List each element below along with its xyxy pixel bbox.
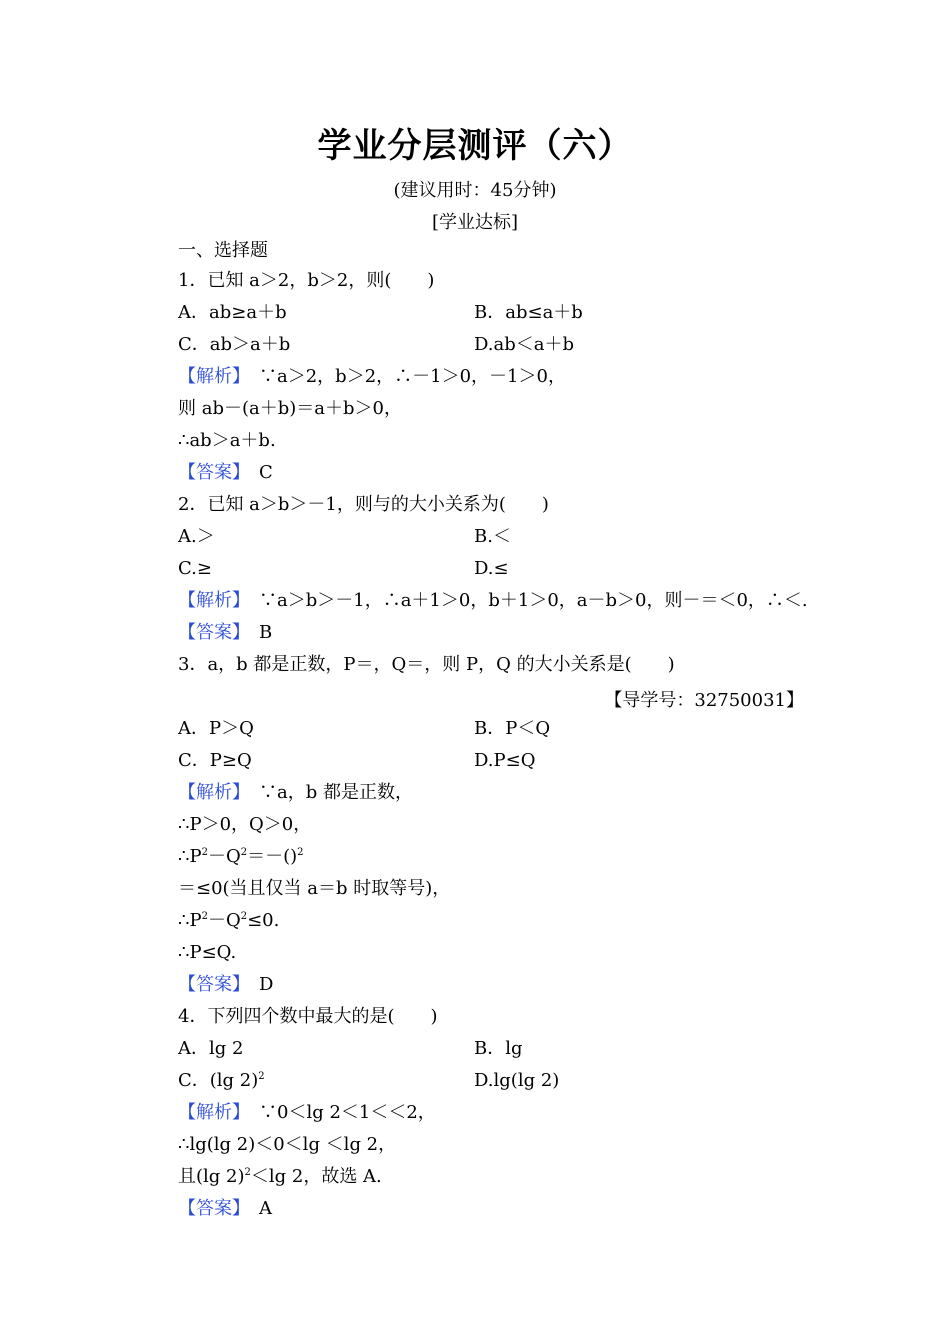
q1-analysis	[178, 366, 566, 388]
q2-option-a: A.＞	[178, 526, 215, 547]
q3-analysis	[178, 782, 413, 804]
q3-guide-number: 【导学号：32750031】	[604, 690, 804, 711]
q3-answer	[178, 974, 273, 996]
q2-analysis-text: ∵a＞b＞－1，∴a＋1＞0，b＋1＞0，a－b＞0，则－＝＜0，∴＜.	[241, 590, 808, 611]
q3-option-b: B．P＜Q	[474, 718, 551, 739]
q3-analysis-text: ∵a，b 都是正数，	[241, 782, 413, 803]
q3-option-d: D.P≤Q	[474, 750, 536, 771]
part-heading: 一、选择题	[178, 240, 268, 261]
q4-option-b: B．lg	[474, 1038, 523, 1059]
q1-analysis-line2: 则 ab－(a＋b)＝a＋b＞0，	[178, 398, 402, 419]
q2-stem: 2．已知 a＞b＞－1，则与的大小关系为( )	[178, 494, 549, 515]
q2-answer	[178, 622, 272, 644]
answer-tag: 【答案】	[178, 1198, 241, 1219]
q4-answer	[178, 1198, 272, 1220]
q1-stem: 1．已知 a＞2，b＞2，则( )	[178, 270, 435, 291]
q4-stem: 4．下列四个数中最大的是( )	[178, 1006, 438, 1027]
q4-analysis-text: ∵0＜lg 2＜1＜＜2，	[241, 1102, 436, 1123]
q2-option-c: C.≥	[178, 558, 212, 579]
q1-analysis-text: ∵a＞2，b＞2，∴－1＞0，－1＞0，	[241, 366, 566, 387]
q3-analysis-line6: ∴P≤Q.	[178, 942, 237, 963]
q4-option-a: A．lg 2	[178, 1038, 244, 1059]
page-title: 学业分层测评（六）	[317, 126, 633, 166]
answer-tag: 【答案】	[178, 622, 241, 643]
q3-analysis-line3: $\therefore P^2-Q^2=-()^2$	[178, 846, 304, 867]
q1-analysis-line3: ∴ab＞a＋b.	[178, 430, 276, 451]
analysis-tag: 【解析】	[178, 782, 241, 803]
time-hint: (建议用时：45分钟)	[393, 180, 557, 201]
q1-answer-text: C	[241, 462, 273, 483]
q4-analysis-line3: 且(lg 2)$^2$＜lg 2，故选 A.	[178, 1166, 382, 1187]
q2-answer-text: B	[241, 622, 273, 643]
q4-analysis-line2: ∴lg(lg 2)＜0＜lg ＜lg 2，	[178, 1134, 397, 1155]
q4-answer-text: A	[241, 1198, 272, 1219]
q3-answer-text: D	[241, 974, 274, 995]
q3-analysis-line4: ＝≤0(当且仅当 a＝b 时取等号)，	[178, 878, 451, 899]
q2-option-b: B.＜	[474, 526, 511, 547]
q2-option-d: D.≤	[474, 558, 509, 579]
answer-tag: 【答案】	[178, 974, 241, 995]
q4-analysis	[178, 1102, 436, 1124]
q1-option-c: C．ab＞a＋b	[178, 334, 291, 355]
q1-answer	[178, 462, 273, 484]
q3-stem: 3．a，b 都是正数，P＝，Q＝，则 P，Q 的大小关系是( )	[178, 654, 675, 675]
q3-analysis-line5: $\therefore P^2-Q^2\le 0$.	[178, 910, 280, 931]
q3-option-a: A．P＞Q	[178, 718, 254, 739]
answer-tag: 【答案】	[178, 462, 241, 483]
q3-analysis-line2: ∴P＞0，Q＞0，	[178, 814, 312, 835]
q1-option-b: B．ab≤a＋b	[474, 302, 583, 323]
q4-option-c: C．(lg 2)$^2$	[178, 1070, 265, 1091]
analysis-tag: 【解析】	[178, 1102, 241, 1123]
analysis-tag: 【解析】	[178, 366, 241, 387]
q2-analysis	[178, 590, 808, 612]
section-label: [学业达标]	[431, 212, 519, 233]
analysis-tag: 【解析】	[178, 590, 241, 611]
q4-option-d: D.lg(lg 2)	[474, 1070, 560, 1091]
q1-option-d: D.ab＜a＋b	[474, 334, 575, 355]
q1-option-a: A．ab≥a＋b	[178, 302, 287, 323]
q3-option-c: C．P≥Q	[178, 750, 252, 771]
